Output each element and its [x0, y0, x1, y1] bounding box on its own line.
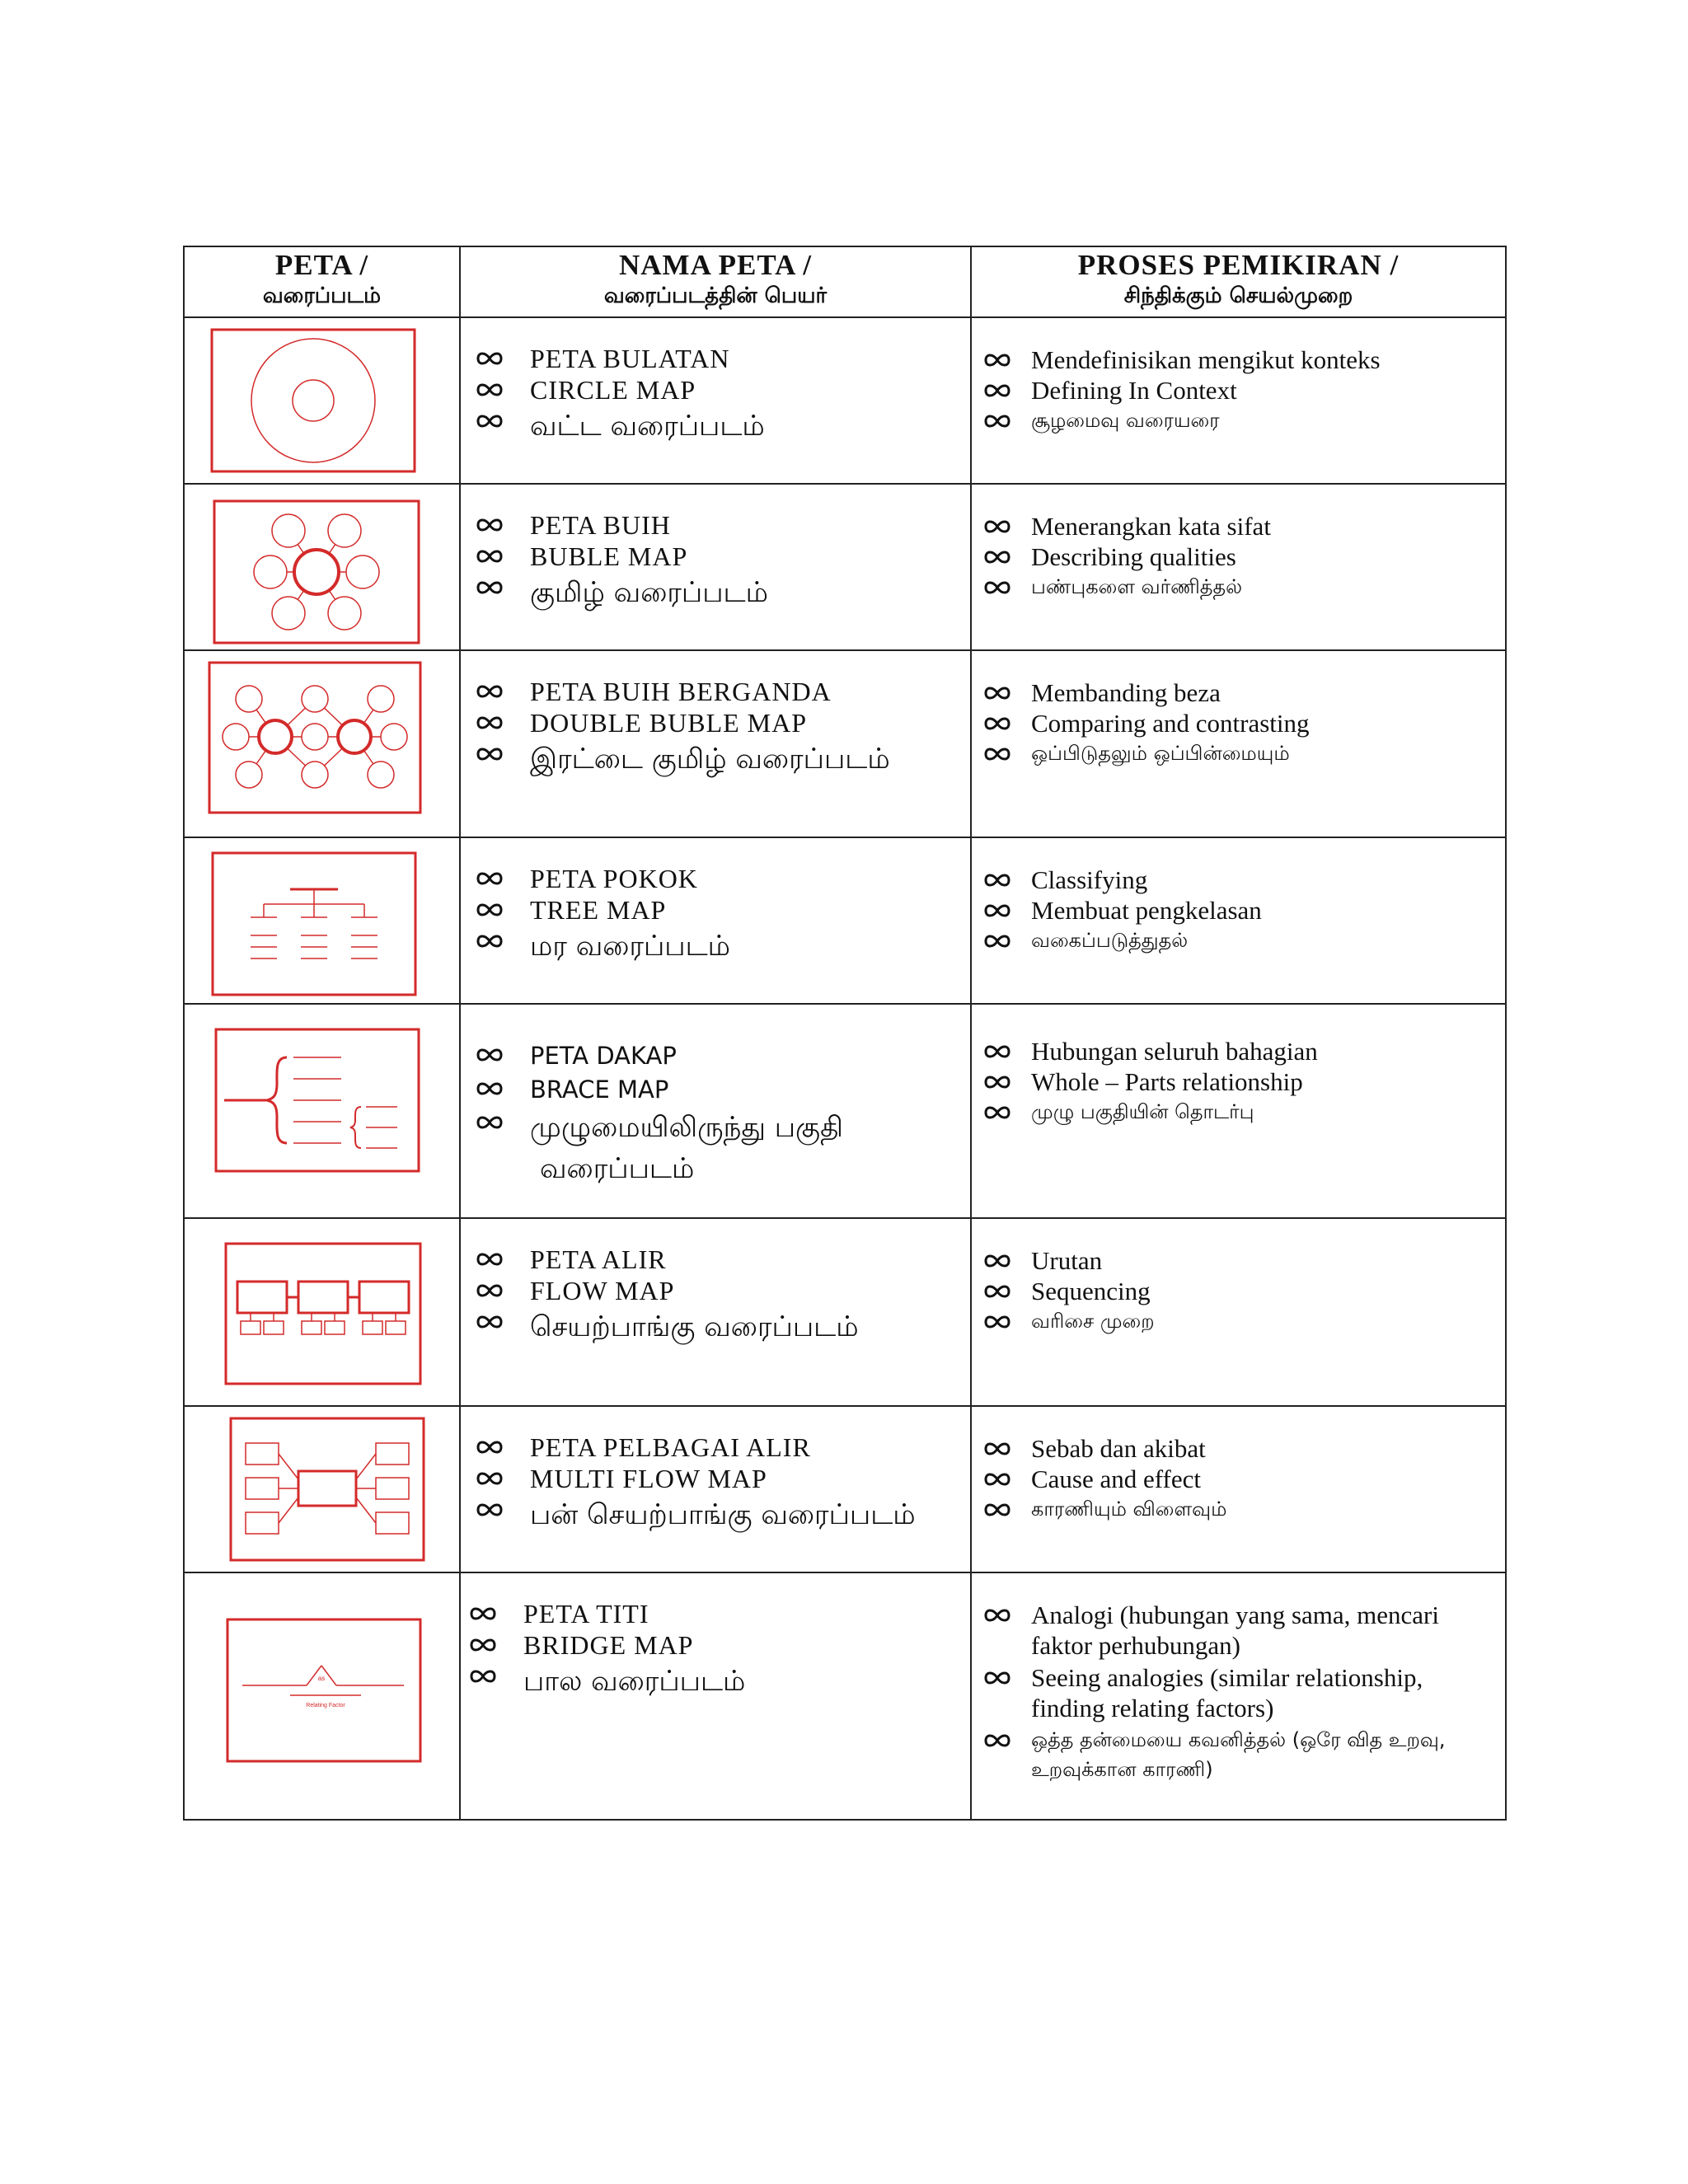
tree-map-diagram — [185, 838, 461, 1003]
list-item: Sebab dan akibat — [982, 1433, 1505, 1464]
infinity-loop-bullet-icon — [983, 1245, 1013, 1277]
brace-map-name-cell — [460, 1004, 971, 1218]
infinity-loop-bullet-icon — [476, 1494, 505, 1526]
flow-map-diagram — [185, 1219, 461, 1405]
list-item: Hubungan seluruh bahagian — [982, 1036, 1505, 1066]
infinity-loop-bullet-icon — [983, 405, 1013, 437]
infinity-loop-bullet-icon — [983, 344, 1013, 376]
infinity-loop-bullet-icon — [476, 374, 505, 405]
infinity-loop-bullet-icon — [983, 541, 1013, 573]
list-item: DOUBLE BUBLE MAP — [471, 707, 970, 738]
table-row — [184, 1004, 1506, 1218]
infinity-loop-bullet-icon — [476, 1275, 505, 1306]
list-item: FLOW MAP — [471, 1275, 970, 1306]
list-item: PETA BUIH — [471, 509, 970, 541]
tree-map-cell — [184, 837, 460, 1004]
multi-flow-map-process-cell — [971, 1406, 1506, 1572]
header-map-name — [460, 246, 971, 317]
list-item: PETA PELBAGAI ALIR — [471, 1432, 970, 1463]
list-item: Membanding beza — [982, 677, 1505, 708]
infinity-loop-bullet-icon — [476, 894, 505, 926]
circle-map-name-cell — [460, 317, 971, 484]
brace-map-process-cell — [971, 1004, 1506, 1218]
header-map-name-ta: வரைப்படத்தின் பெயர் — [603, 284, 828, 308]
list-item: Urutan — [982, 1245, 1505, 1276]
infinity-loop-bullet-icon — [476, 1463, 505, 1494]
header-thinking-process-ta: சிந்திக்கும் செயல்முறை — [1123, 284, 1353, 308]
list-item: PETA ALIR — [471, 1244, 970, 1275]
infinity-loop-bullet-icon — [983, 1306, 1013, 1338]
infinity-loop-bullet-icon — [983, 1464, 1013, 1495]
list-item: PETA TITI — [464, 1598, 970, 1629]
infinity-loop-bullet-icon — [983, 738, 1013, 770]
bridge-map-diagram — [185, 1573, 461, 1819]
tree-map-name-cell — [460, 837, 971, 1004]
infinity-loop-bullet-icon — [983, 572, 1013, 603]
thinking-maps-table — [183, 246, 1507, 1821]
list-item: வரிசை முறை — [982, 1306, 1505, 1336]
multi-flow-map-diagram — [185, 1407, 461, 1572]
list-item: குமிழ் வரைப்படம் — [471, 572, 970, 613]
list-item: முழு பகுதியின் தொடர்பு — [982, 1097, 1505, 1127]
infinity-loop-bullet-icon — [476, 572, 505, 603]
list-item: PETA DAKAP — [471, 1039, 970, 1073]
double-bubble-map-process-cell — [971, 650, 1506, 837]
list-item: MULTI FLOW MAP — [471, 1463, 970, 1494]
infinity-loop-bullet-icon — [476, 738, 505, 770]
multi-flow-map-name-cell — [460, 1406, 971, 1572]
table-row — [184, 484, 1506, 650]
list-item: சூழமைவு வரையரை — [982, 405, 1505, 435]
header-thinking-process-en: PROSES PEMIKIRAN / — [1077, 249, 1400, 281]
list-item: ஒத்த தன்மையை கவனித்தல் (ஒரே வித உறவு, உறவுக்கான காரணி) — [982, 1725, 1485, 1784]
list-item: Whole – Parts relationship — [982, 1066, 1505, 1097]
list-item: Cause and effect — [982, 1464, 1505, 1494]
list-item: காரணியும் விளைவும் — [982, 1494, 1505, 1524]
infinity-loop-bullet-icon — [983, 926, 1013, 957]
infinity-loop-bullet-icon — [476, 1073, 505, 1104]
infinity-loop-bullet-icon — [983, 1276, 1013, 1307]
list-item: BUBLE MAP — [471, 541, 970, 572]
infinity-loop-bullet-icon — [983, 1662, 1013, 1694]
circle-map-diagram — [185, 318, 461, 483]
brace-map-diagram — [185, 1005, 461, 1217]
flow-map-process-cell — [971, 1218, 1506, 1406]
infinity-loop-bullet-icon — [476, 1244, 505, 1275]
infinity-loop-bullet-icon — [983, 1494, 1013, 1526]
infinity-loop-bullet-icon — [476, 1039, 505, 1071]
list-item: BRIDGE MAP — [464, 1629, 970, 1661]
infinity-loop-bullet-icon — [469, 1598, 499, 1629]
list-item: Analogi (hubungan yang sama, mencari faktor perhubungan) — [982, 1600, 1485, 1661]
bubble-map-name-cell — [460, 484, 971, 650]
double-bubble-map-cell — [184, 650, 460, 837]
infinity-loop-bullet-icon — [983, 1036, 1013, 1067]
infinity-loop-bullet-icon — [476, 863, 505, 894]
infinity-loop-bullet-icon — [476, 676, 505, 707]
header-map-en: PETA / — [274, 249, 369, 281]
list-item: வட்ட வரைப்படம் — [471, 405, 970, 447]
bubble-map-process-cell — [971, 484, 1506, 650]
list-item: Classifying — [982, 865, 1505, 895]
infinity-loop-bullet-icon — [476, 1432, 505, 1463]
circle-map-process-cell — [971, 317, 1506, 484]
header-map — [184, 246, 460, 317]
table-row — [184, 317, 1506, 484]
bridge-map-cell — [184, 1572, 460, 1820]
list-item: செயற்பாங்கு வரைப்படம் — [471, 1306, 970, 1347]
infinity-loop-bullet-icon — [476, 541, 505, 572]
list-item: Describing qualities — [982, 541, 1505, 572]
infinity-loop-bullet-icon — [469, 1661, 499, 1692]
list-item: இரட்டை குமிழ் வரைப்படம் — [471, 738, 970, 780]
bridge-as-label: as — [317, 1675, 326, 1682]
list-item: பால வரைப்படம் — [464, 1661, 970, 1702]
infinity-loop-bullet-icon — [983, 1725, 1013, 1756]
bubble-map-cell — [184, 484, 460, 650]
infinity-loop-bullet-icon — [983, 708, 1013, 739]
flow-map-name-cell — [460, 1218, 971, 1406]
thinking-maps-table-sheet — [183, 246, 1505, 1821]
list-item: Comparing and contrasting — [982, 708, 1505, 738]
brace-map-cell — [184, 1004, 460, 1218]
header-map-name-en: NAMA PETA / — [619, 249, 812, 281]
list-item: வகைப்படுத்துதல் — [982, 926, 1505, 955]
infinity-loop-bullet-icon — [983, 677, 1013, 709]
infinity-loop-bullet-icon — [476, 509, 505, 541]
table-row — [184, 837, 1506, 1004]
table-row — [184, 1406, 1506, 1572]
infinity-loop-bullet-icon — [476, 405, 505, 437]
table-row — [184, 1218, 1506, 1406]
bridge-map-name-cell — [460, 1572, 971, 1820]
header-thinking-process — [971, 246, 1506, 317]
table-row — [184, 650, 1506, 837]
infinity-loop-bullet-icon — [476, 1107, 505, 1138]
infinity-loop-bullet-icon — [476, 926, 505, 957]
infinity-loop-bullet-icon — [983, 511, 1013, 542]
list-item: Sequencing — [982, 1276, 1505, 1306]
infinity-loop-bullet-icon — [983, 1433, 1013, 1465]
infinity-loop-bullet-icon — [983, 1600, 1013, 1631]
list-item: மர வரைப்படம் — [471, 926, 970, 967]
bridge-map-process-cell — [971, 1572, 1506, 1820]
list-item: ஒப்பிடுதலும் ஒப்பின்மையும் — [982, 738, 1505, 768]
list-item: TREE MAP — [471, 894, 970, 926]
infinity-loop-bullet-icon — [983, 1066, 1013, 1098]
list-item: பன் செயற்பாங்கு வரைப்படம் — [471, 1494, 970, 1535]
infinity-loop-bullet-icon — [476, 1306, 505, 1338]
infinity-loop-bullet-icon — [476, 343, 505, 374]
header-row — [184, 246, 1506, 317]
multi-flow-map-cell — [184, 1406, 460, 1572]
list-item: CIRCLE MAP — [471, 374, 970, 405]
list-item: Menerangkan kata sifat — [982, 511, 1505, 541]
list-item: Mendefinisikan mengikut konteks — [982, 344, 1505, 375]
bridge-relating-factor-label: Relating Factor — [306, 1703, 345, 1708]
list-item: பண்புகளை வர்ணித்தல் — [982, 572, 1505, 602]
infinity-loop-bullet-icon — [469, 1629, 499, 1661]
infinity-loop-bullet-icon — [983, 895, 1013, 926]
bubble-map-diagram — [185, 485, 461, 649]
infinity-loop-bullet-icon — [983, 375, 1013, 406]
list-item: PETA BULATAN — [471, 343, 970, 374]
infinity-loop-bullet-icon — [476, 707, 505, 738]
list-item: BRACE MAP — [471, 1073, 970, 1107]
infinity-loop-bullet-icon — [983, 865, 1013, 896]
list-item: Defining In Context — [982, 375, 1505, 405]
flow-map-cell — [184, 1218, 460, 1406]
header-map-ta: வரைப்படம் — [262, 284, 382, 308]
double-bubble-map-diagram — [185, 651, 461, 837]
list-item: முழுமையிலிருந்து பகுதி — [471, 1107, 970, 1148]
double-bubble-map-name-cell — [460, 650, 971, 837]
list-item: PETA BUIH BERGANDA — [471, 676, 970, 707]
list-item: வரைப்படம் — [540, 1152, 695, 1185]
list-item: Seeing analogies (similar relationship, finding relating factors) — [982, 1662, 1485, 1723]
circle-map-cell — [184, 317, 460, 484]
tree-map-process-cell — [971, 837, 1506, 1004]
table-row — [184, 1572, 1506, 1820]
list-item: PETA POKOK — [471, 863, 970, 894]
infinity-loop-bullet-icon — [983, 1097, 1013, 1128]
list-item: Membuat pengkelasan — [982, 895, 1505, 926]
